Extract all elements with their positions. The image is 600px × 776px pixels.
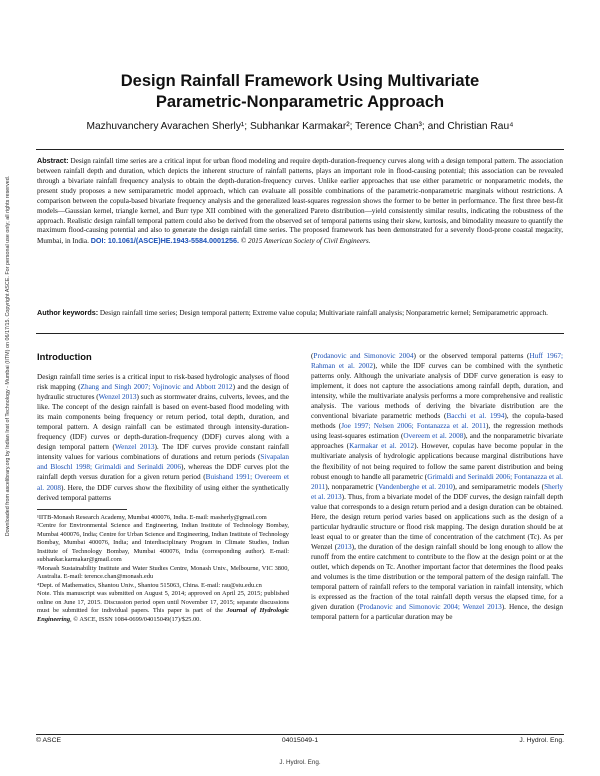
note-issn: , © ASCE, ISSN 1084-0699/04015049(17)/$25.00.: [70, 615, 201, 623]
keywords-rule: [36, 333, 564, 334]
footnote-4: ⁴Dept. of Mathematics, Shantou Univ., Shantou 515063, China. E-mail: rau@stu.edu.cn: [37, 581, 262, 589]
paper-title: [40, 71, 560, 113]
note-text: Note. This manuscript was submitted on August 5, 2014; approved on April 25, 2015; published online on June 17, 2015. Discussion period open until November 17, 2015; separate discussions must be submitted for individual papers. This paper is part of the: [37, 590, 289, 615]
text-run: ), while the IDF curves can be combined with the synthetic patterns only. Although the univariate analysis of DDF curve generation is easy to implement, it does not capture the associations among rainfall depth, duration, and intensity, while the multivariate analysis performs a more comprehensive and realistic analysis. The various methods of deriving the bivariate distribution are the conventional bivariate parametric methods (: [311, 362, 563, 421]
text-run: ). Thus, from a bivariate model of the DDF curves, the design rainfall depth value that corresponds to a design return period and a design duration can be obtained. Here, the design return period varies based on applications such as the design of a particular hydraulic structure or flood risk mapping. The design duration should be at least equal to or greater than the time of concentration of the catchment (Tc). As per Wenzel (: [311, 492, 563, 551]
introduction-heading: Introduction: [37, 351, 92, 362]
text-run: ). However, copulas have become popular in the multivariate analysis of hydrologic applications because marginal distributions have the flexibility of not being required to follow the same parent distribution and being robust enough to handle all parametric (: [311, 442, 563, 481]
footnote-3: ³Monash Sustainability Institute and Water Studies Centre, Monash Univ., Melbourne, VIC 3800, Australia. E-mail: terence.chan@monash.edu: [37, 564, 289, 581]
citation-link[interactable]: Prodanovic and Simonovic 2004: [313, 352, 414, 360]
footnote-2: ²Centre for Environmental Science and Engineering, Indian Institute of Technology Bombay, Mumbai 400076, India; Centre for Urban Science and Engineering, Indian Institute of Technology Bombay, Mumbai 400076, India; and Interdisciplinary Program in Climate Studies, Indian Institute of Technology Bombay, Mumbai 400076, India (corresponding author). E-mail: subhankar.karmakar@gmail.com: [37, 522, 289, 564]
footer-copyright: © ASCE: [36, 737, 62, 744]
abstract-text: Design rainfall time series are a critical input for urban flood modeling and require depth-duration-frequency curves along with a design temporal pattern. The association between rainfall depth and duration, which depicts the inherent structure of rainfall patterns, plays an important role in flood-causing potential; this association can be revealed through a bivariate rainfall frequency analysis to obtain the depth-duration-frequency curves. Unlike earlier approaches that use either parametric or nonparametric models, the present study proposes a new semiparametric model approach, which can evaluate all possible combinations of the parametric-nonparametric marginals without restrictions. A comparison between the copula-based bivariate frequency analysis and the generalized least-squares regression shows the former to be better in performance. The first three best-fit models—Gaussian kernel, triangle kernel, and Burr type XII combined with the generalized Pareto distribution—yield consistently similar results, indicating the robustness of the approach. Realistic design rainfall temporal pattern could also be derived from the observed set of temporal patterns using their skew, kurtosis, and bimodality measure to quantify the maximum flood-causing potential and also to generate the design rainfall time series. The proposed framework has been demonstrated for a severely flood-prone coastal megacity, Mumbai, in India.: [37, 157, 564, 246]
footnote-rule: [37, 509, 127, 510]
text-run: ), the copula-based methods (: [311, 412, 563, 431]
text-run: ), whereas the DDF curves plot the rainfall depth versus duration for a given return period (: [37, 463, 289, 482]
text-run: ) and the design of hydraulic structures (: [37, 383, 289, 402]
footer-rule: [36, 734, 564, 735]
citation-link[interactable]: Sherly et al. 2013: [311, 482, 563, 501]
download-sidebar: [3, 108, 13, 608]
journal-name: Journal of Hydrologic Engineering: [37, 607, 289, 623]
footer-page-number: 04015049-1: [281, 737, 319, 744]
citation-link[interactable]: Sivapalan and Bloschl 1998; Grimaldi and Serinaldi 2006: [37, 453, 289, 472]
citation-link[interactable]: Grimaldi and Serinaldi 2006; Fontanazza et al. 2011: [311, 472, 563, 491]
citation-link[interactable]: Wenzel 2013: [98, 393, 137, 402]
text-run: ) or the observed temporal patterns (: [413, 352, 530, 360]
bottom-journal-label: J. Hydrol. Eng.: [279, 759, 321, 766]
top-rule: [36, 149, 564, 150]
download-notice: Downloaded from ascelibrary.org by Indian Inst of Technology - Mumbai (IITM) on 06/17/15. Copyright ASCE. For personal use only; all rights reserved.: [5, 175, 11, 537]
citation-link[interactable]: 2013: [337, 542, 352, 551]
text-run: ), the regression methods using least-squares estimation (: [311, 422, 564, 441]
page-footer: [36, 737, 564, 749]
text-run: (: [311, 352, 314, 360]
text-run: ), and the nonparametric bivariate approaches (: [311, 432, 563, 451]
citation-link[interactable]: Wenzel 2013: [114, 443, 155, 452]
keywords-label: Author keywords:: [37, 308, 99, 317]
abstract-label: Abstract:: [37, 156, 69, 165]
keywords-text: Design rainfall time series; Design temporal pattern; Extreme value copula; Multivariate rainfall analysis; Nonparametric kernel; Semiparametric approach.: [99, 309, 548, 317]
text-run: ) such as stormwater drains, culverts, levees, and the like. The concept of the design rainfall is based on event-based flood modeling with its main components being frequency or return period, total depth, duration, and temporal pattern. A design rainfall can be estimated through intensity-duration-frequency (IDF) curves or depth-duration-frequency (DDF) curves along with a design temporal pattern (: [37, 393, 289, 452]
citation-link[interactable]: Karmakar et al. 2012: [349, 442, 415, 451]
submission-note: [37, 590, 289, 624]
abstract-copyright: © 2015 American Society of Civil Engineers.: [240, 237, 371, 246]
text-run: ), the duration of the design rainfall should be long enough to allow the runoff from the entire catchment to contribute to the flow at the design point or at the outlet, which depends on Tc. Another important factor that determines the flood peaks and volumes is the time distribution or the temporal pattern of the design rainfall. The temporal pattern of rainfall refers to the temporal variation in rainfall intensity, which is expressed as the fraction of the total rainfall depth versus the elapsed time, for a given duration (: [311, 542, 563, 612]
abstract: [37, 156, 563, 247]
footnote-1: ¹IITB-Monash Research Academy, Mumbai 400076, India. E-mail: masherly@gmail.com: [37, 513, 267, 521]
citation-link[interactable]: Vandenberghe et al. 2010: [378, 482, 453, 491]
intro-paragraph-continued: [311, 351, 563, 622]
citation-link[interactable]: Buishand 1991; Overeem et al. 2008: [37, 473, 289, 492]
text-run: ), nonparametric (: [325, 482, 379, 491]
citation-link[interactable]: Huff 1967; Rahman et al. 2002: [311, 352, 563, 371]
text-run: ). Here, the DDF curves show the flexibility of using either the synthetically derived temporal patterns: [37, 483, 290, 502]
footer-journal: J. Hydrol. Eng.: [519, 737, 564, 744]
text-run: ). The IDF curves provide constant rainfall intensity values for various combinations of durations and return periods (: [37, 443, 289, 462]
text-run: ), and semiparametric models (: [452, 482, 545, 491]
title-line-2: Parametric-Nonparametric Approach: [155, 93, 445, 111]
text-run: ). Hence, the design temporal pattern for a particular duration may be: [311, 603, 563, 622]
left-column: [37, 351, 289, 624]
doi-link[interactable]: DOI: 10.1061/(ASCE)HE.1943-5584.0001256.: [90, 236, 239, 246]
citation-link[interactable]: Zhang and Singh 2007; Vojinovic and Abbott 2012: [80, 383, 233, 392]
citation-link[interactable]: Overeem et al. 2008: [403, 432, 464, 441]
citation-link[interactable]: Prodanovic and Simonovic 2004; Wenzel 2013: [359, 603, 502, 612]
right-column: [311, 351, 563, 622]
citation-link[interactable]: Bacchi et al. 1994: [446, 412, 505, 421]
citation-link[interactable]: Joe 1997; Nelsen 2006; Fontanazza et al. 2011: [341, 422, 486, 431]
text-run: Design rainfall time series is a critical input to risk-based hydrologic analyses of flood risk mapping (: [37, 373, 289, 392]
title-line-1: Design Rainfall Framework Using Multivariate: [120, 72, 480, 90]
author-keywords: [37, 308, 563, 318]
intro-paragraph: [37, 372, 289, 503]
author-list: Mazhuvanchery Avarachen Sherly¹; Subhankar Karmakar²; Terence Chan³; and Christian Rau⁴: [86, 121, 514, 132]
